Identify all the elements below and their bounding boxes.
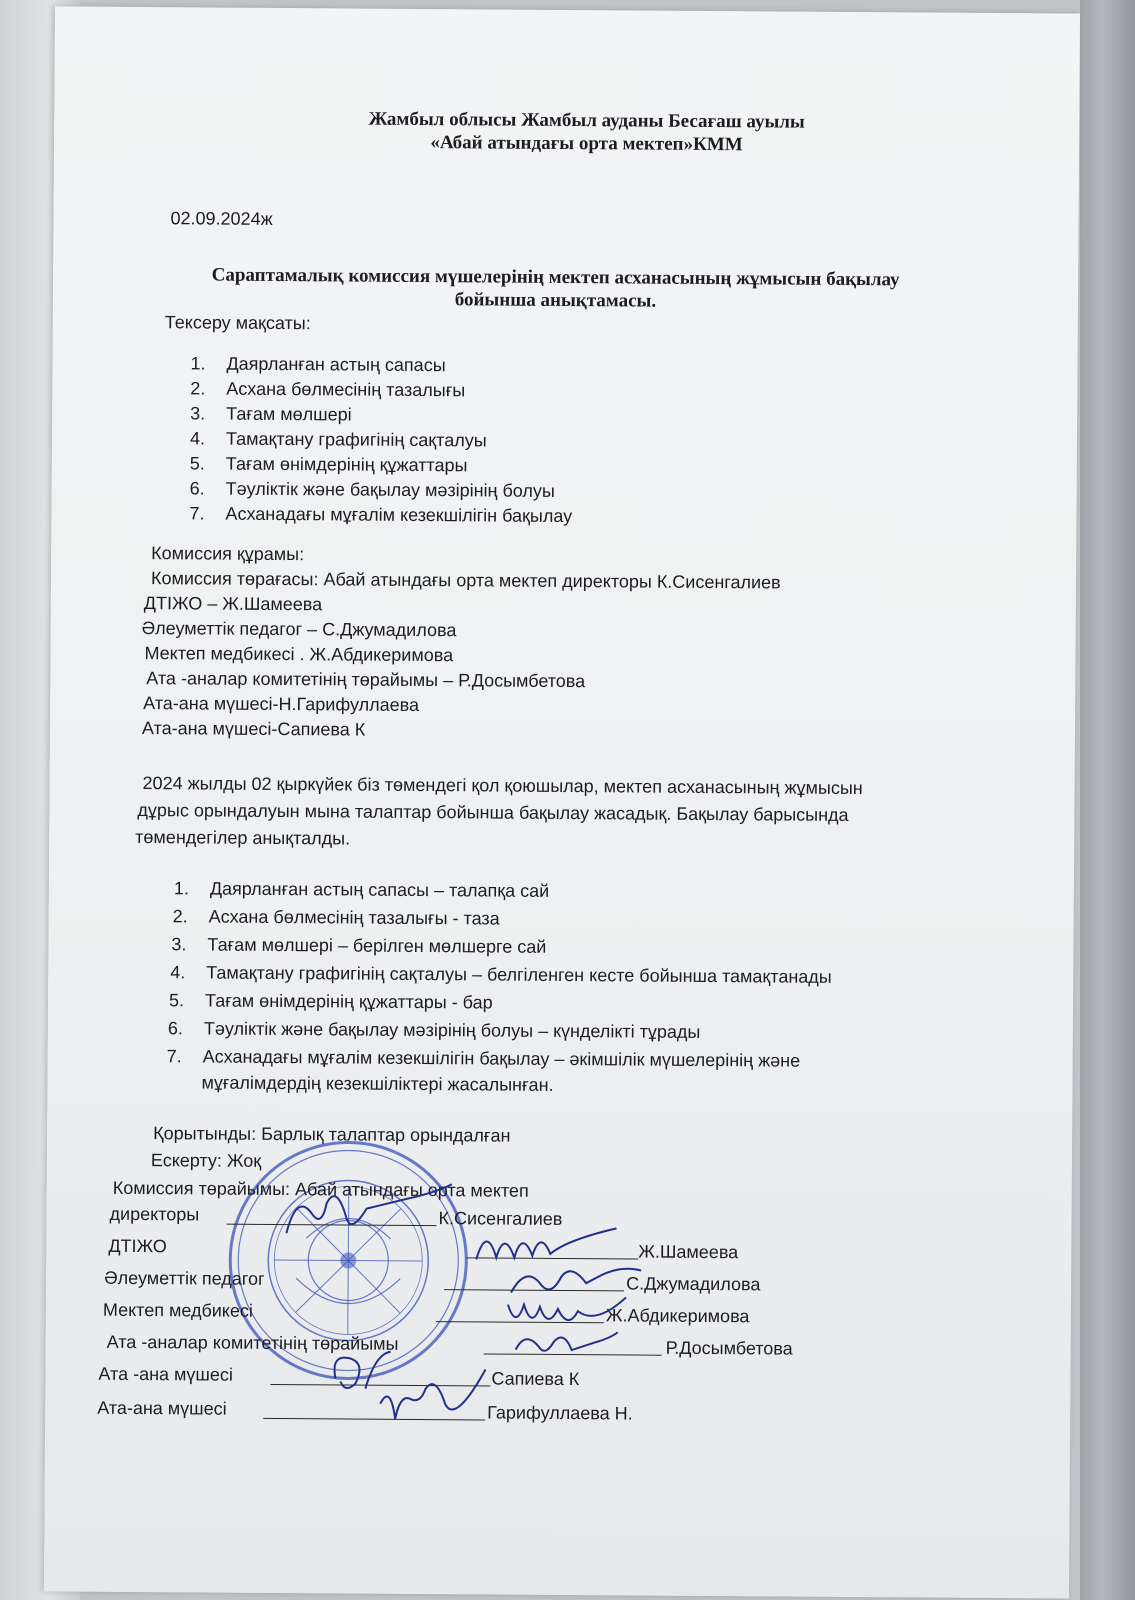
purpose-item: 4. Тамақтану графигінің сақталуы xyxy=(189,428,487,451)
finding-item-continuation: мұғалімдердің кезекшіліктері жасалынған. xyxy=(201,1072,554,1095)
committee-role: Ата -аналар комитетінің төрайымы xyxy=(106,1331,399,1354)
commission-member: Әлеуметтік педагог – С.Джумадилова xyxy=(141,618,457,641)
parent2-role: Ата-ана мүшесі xyxy=(97,1397,227,1419)
finding-item: 5. Тағам өнімдерінің құжаттары - бар xyxy=(169,990,493,1013)
finding-item: 4. Тамақтану графигінің сақталуы – белгіленген кесте бойынша тамақтанады xyxy=(170,962,832,987)
dtizho-role: ДТІЖО xyxy=(108,1235,167,1257)
nurse-role: Мектеп медбикесі xyxy=(102,1299,254,1321)
social-pedagogue-name: С.Джумадилова xyxy=(626,1273,761,1295)
committee-name: Р.Досымбетова xyxy=(665,1337,793,1359)
parent2-name: Гарифуллаева Н. xyxy=(487,1402,633,1424)
chair-role: директоры xyxy=(109,1203,200,1225)
nurse-name: Ж.Абдикеримова xyxy=(605,1305,750,1327)
commission-heading: Комиссия құрамы: xyxy=(151,543,305,565)
commission-member: Мектеп медбикесі . Ж.Абдикеримова xyxy=(144,643,454,666)
chair-signature xyxy=(266,1173,467,1254)
document-title-line-2: бойынша анықтамасы. xyxy=(454,289,657,312)
parent1-role: Ата -ана мүшесі xyxy=(98,1363,233,1385)
finding-item: 2. Асхана бөлмесінің тазалығы - таза xyxy=(172,906,500,929)
page-stack-edge xyxy=(1080,0,1135,1600)
document-page xyxy=(44,6,1080,1598)
header-line-1: Жамбыл облысы Жамбыл ауданы Бесағаш ауылы xyxy=(368,108,805,133)
finding-item: 1. Даярланған астың сапасы – талапқа сай xyxy=(173,878,550,901)
commission-member: Ата-ана мүшесі-Н.Гарифуллаева xyxy=(143,693,420,715)
commission-member: Ата -аналар комитетінің төрайымы – Р.Досымбетова xyxy=(146,668,586,692)
finding-item: 7. Асханадағы мұғалім кезекшілігін бақылау – әкімшілік мүшелерінің және xyxy=(166,1046,801,1071)
chair-name: К.Сисенгалиев xyxy=(438,1208,563,1229)
purpose-item: 3. Тағам мөлшері xyxy=(190,403,352,425)
body-line-1: 2024 жылды 02 қыркүйек біз төмендегі қол қоюшылар, мектеп асханасының жұмысын xyxy=(142,773,863,799)
purpose-item: 6. Тәуліктік және бақылау мәзірінің болуы xyxy=(189,478,555,501)
parent1-name: Сапиева К xyxy=(491,1368,580,1390)
finding-item: 6. Тәуліктік және бақылау мәзірінің болуы – күнделікті тұрады xyxy=(167,1018,701,1042)
document-date: 02.09.2024ж xyxy=(170,208,273,229)
body-line-3: төмендегілер анықталды. xyxy=(135,827,351,849)
social-pedagogue-role: Әлеуметтік педагог xyxy=(104,1267,265,1289)
committee-signature xyxy=(506,1320,626,1366)
parent2-signature xyxy=(365,1364,505,1435)
purpose-item: 1. Даярланған астың сапасы xyxy=(190,353,446,376)
commission-member: Ата-ана мүшесі-Сапиева К xyxy=(141,718,366,740)
purpose-heading: Тексеру мақсаты: xyxy=(164,312,311,334)
conclusion: Қорытынды: Барлық талаптар орындалған xyxy=(153,1123,511,1146)
purpose-item: 7. Асханадағы мұғалім кезекшілігін бақылау xyxy=(189,503,573,527)
purpose-item: 2. Асхана бөлмесінің тазалығы xyxy=(190,378,466,401)
body-line-2: дұрыс орындалуын мына талаптар бойынша бақылау жасадық. Бақылау барысында xyxy=(137,800,849,825)
commission-member: ДТІЖО – Ж.Шамеева xyxy=(143,593,323,615)
note: Ескерту: Жоқ xyxy=(150,1150,262,1171)
finding-item: 3. Тағам мөлшері – берілген мөлшерге сай xyxy=(171,934,547,957)
header-line-2: «Абай атындағы орта мектеп»КММ xyxy=(430,132,743,156)
document-title-line-1: Сараптамалық комиссия мүшелерінің мектеп асханасының жұмысын бақылау xyxy=(211,264,900,291)
chair-title: Комиссия төрайымы: Абай атындағы орта мектеп xyxy=(112,1177,529,1201)
commission-member: Комиссия төрағасы: Абай атындағы орта мектеп директоры К.Сисенгалиев xyxy=(150,568,781,593)
dtizho-name: Ж.Шамеева xyxy=(638,1241,739,1263)
purpose-item: 5. Тағам өнімдерінің құжаттары xyxy=(189,453,468,476)
